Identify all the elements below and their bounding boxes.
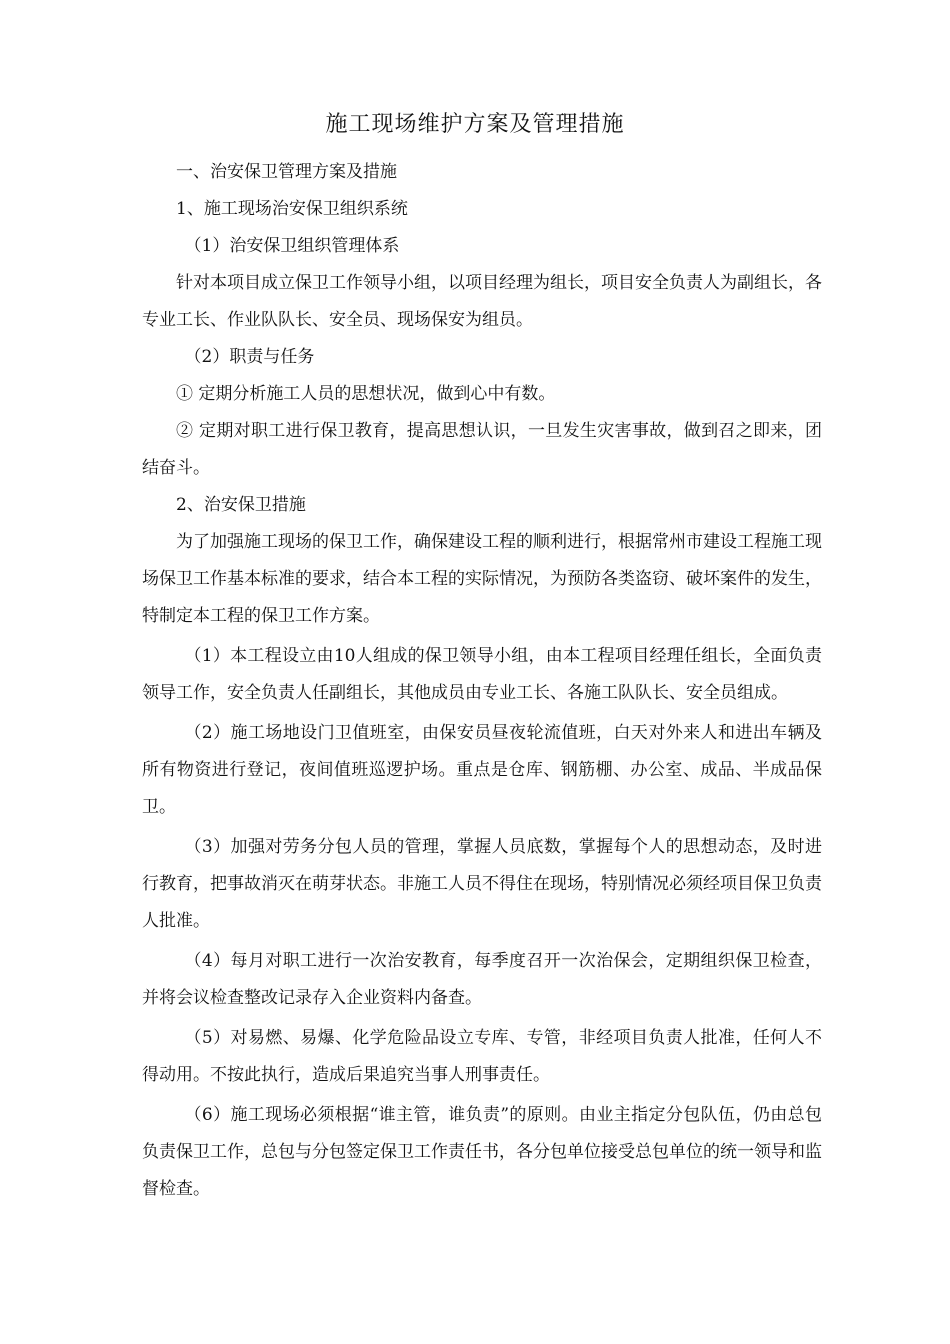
list-item: ② 定期对职工进行保卫教育，提高思想认识，一旦发生灾害事故，做到召之即来，团结奋斗。 xyxy=(142,421,822,478)
body-paragraph: 为了加强施工现场的保卫工作，确保建设工程的顺利进行，根据常州市建设工程施工现场保卫工作基本标准的要求，结合本工程的实际情况，为预防各类盗窃、破坏案件的发生，特制定本工程的保卫工作方案。 xyxy=(142,532,822,626)
body-paragraph: （6）施工现场必须根据“谁主管，谁负责”的原则。由业主指定分包队伍，仍由总包负责保卫工作，总包与分包签定保卫工作责任书，各分包单位接受总包单位的统一领导和监督检查。 xyxy=(142,1105,822,1199)
body-paragraph: （5）对易燃、易爆、化学危险品设立专库、专管，非经项目负责人批准，任何人不得动用。不按此执行，造成后果追究当事人刑事责任。 xyxy=(142,1028,822,1085)
list-item: ① 定期分析施工人员的思想状况，做到心中有数。 xyxy=(176,384,556,404)
body-paragraph: 针对本项目成立保卫工作领导小组，以项目经理为组长，项目安全负责人为副组长，各专业工长、作业队队长、安全员、现场保安为组员。 xyxy=(142,273,822,330)
subsection-heading: 1、施工现场治安保卫组织系统 xyxy=(176,199,408,219)
item-heading: （1）治安保卫组织管理体系 xyxy=(184,236,400,256)
subsection-heading: 2、治安保卫措施 xyxy=(176,495,306,515)
body-paragraph: （4）每月对职工进行一次治安教育，每季度召开一次治保会，定期组织保卫检查，并将会议检查整改记录存入企业资料内备查。 xyxy=(142,951,822,1008)
body-paragraph: （3）加强对劳务分包人员的管理，掌握人员底数，掌握每个人的思想动态，及时进行教育，把事故消灭在萌芽状态。非施工人员不得住在现场，特别情况必须经项目保卫负责人批准。 xyxy=(142,837,822,931)
document-body xyxy=(142,154,822,1208)
section-heading: 一、治安保卫管理方案及措施 xyxy=(176,162,397,182)
body-paragraph: （1）本工程设立由10人组成的保卫领导小组，由本工程项目经理任组长，全面负责领导工作，安全负责人任副组长，其他成员由专业工长、各施工队队长、安全员组成。 xyxy=(142,646,822,703)
document-title: 施工现场维护方案及管理措施 xyxy=(325,112,625,137)
body-paragraph: （2）施工场地设门卫值班室，由保安员昼夜轮流值班，白天对外来人和进出车辆及所有物资进行登记，夜间值班巡逻护场。重点是仓库、钢筋棚、办公室、成品、半成品保卫。 xyxy=(142,723,822,817)
item-heading: （2）职责与任务 xyxy=(184,347,315,367)
